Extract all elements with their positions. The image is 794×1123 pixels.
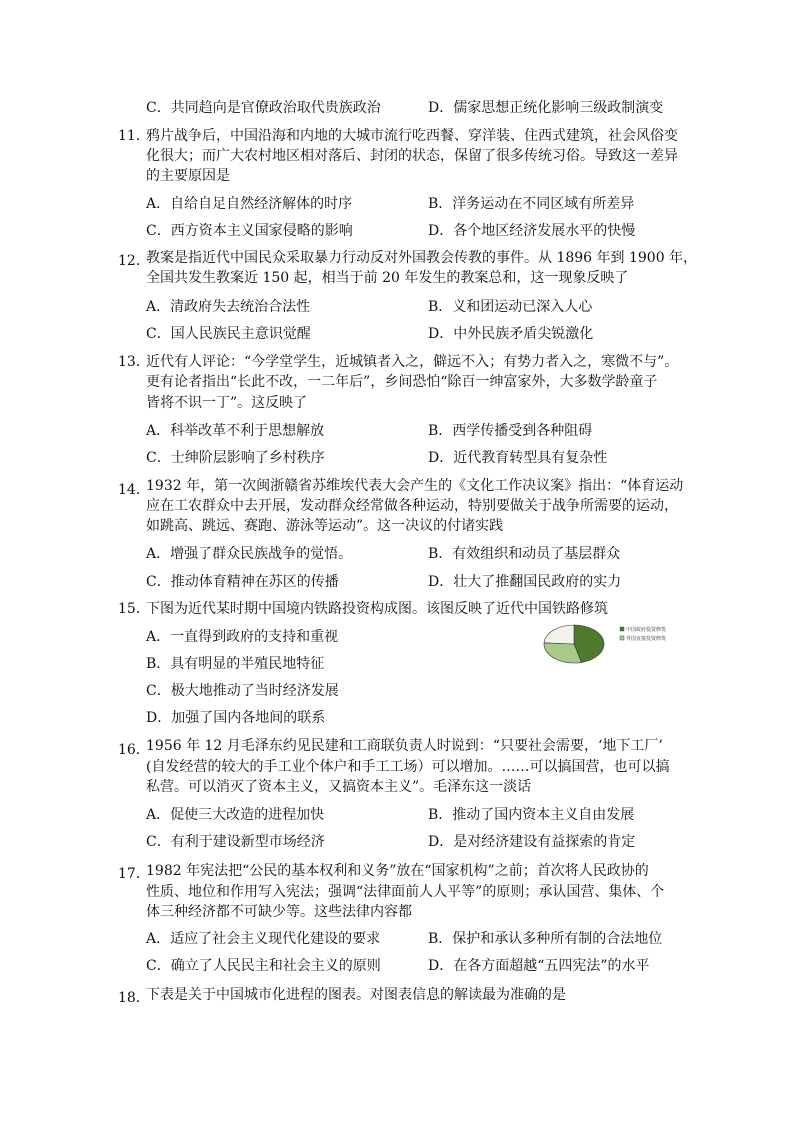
q16-option-a: A．促使三大改造的进程加快 [146,807,325,823]
q11-stem-line-3: 的主要原因是 [146,168,230,184]
q14-option-d: D．壮大了推翻国民政府的实力 [428,574,622,590]
q17-number: 17． [118,866,150,882]
q14-option-c: C．推动体育精神在苏区的传播 [146,574,339,590]
q12-stem-line-1: 教案是指近代中国民众采取暴力行动反对外国教会传教的事件。从 1896 年到 1900 年， [146,250,698,266]
q10-option-c: C．共同趋向是官僚政治取代贵族政治 [146,100,381,116]
q13-number: 13． [118,354,150,370]
q17-stem-line-1: 1982 年宪法把“公民的基本权利和义务”放在“国家机构”之前；首次将人民政协的 [146,863,649,879]
q11-number: 11． [118,128,150,144]
q14-option-a: A．增强了群众民族战争的觉悟。 [146,546,353,562]
legend-swatch-1 [620,627,624,631]
legend-label-2: 外国直接投资修筑 [626,636,667,642]
q12-option-b: B．义和团运动已深入人心 [428,299,593,315]
legend-label-1: 中国政府投资修筑 [626,627,667,633]
q12-option-a: A．清政府失去统治合法性 [146,299,311,315]
q11-option-a: A．自给自足自然经济解体的时序 [146,196,353,212]
q13-option-b: B．西学传播受到各种阻碍 [428,423,593,439]
q17-option-d: D．在各方面超越“五四宪法”的水平 [428,958,650,974]
q15-number: 15． [118,601,150,617]
q11-option-c: C．西方资本主义国家侵略的影响 [146,223,353,239]
q12-option-c: C．国人民族民主意识觉醒 [146,326,311,342]
q15-option-d: D．加强了国内各地间的联系 [146,710,326,726]
railway-investment-pie-chart [542,622,702,666]
q18-number: 18． [118,990,150,1006]
pie-slice-3 [544,625,574,644]
q16-stem-line-2: (自发经营的较大的手工业个体户和手工工场）可以增加。……可以搞国营，也可以搞 [146,759,670,775]
q16-option-d: D．是对经济建设有益探索的肯定 [428,834,636,850]
q13-stem-line-3: 皆将不识一丁”。这反映了 [146,395,308,411]
q16-number: 16． [118,742,150,758]
q13-stem-line-1: 近代有人评论：“今学堂学生，近城镇者入之，僻远不入；有势力者入之，寒微不与”。 [146,354,679,370]
q12-option-d: D．中外民族矛盾尖锐激化 [428,326,594,342]
q14-stem-line-3: 如跳高、跳远、赛跑、游泳等运动”。这一决议的付诸实践 [146,518,504,534]
q14-number: 14． [118,482,150,498]
q14-stem-line-2: 应在工农群众中去开展，发动群众经常做各种运动，特别要做关于战争所需要的运动， [146,498,678,514]
q16-stem-line-3: 私营。可以消灭了资本主义，又搞资本主义”。毛泽东这一淡话 [146,779,532,795]
q13-stem-line-2: 更有论者指出“长此不改，一二年后”，乡间恐怕“除百一绅富家外，大多数学龄童子 [146,374,658,390]
q17-stem-line-2: 性质、地位和作用写入宪法；强调“法律面前人人平等”的原则；承认国营、集体、个 [146,884,665,900]
legend-swatch-2 [620,636,624,640]
q15-option-a: A．一直得到政府的支持和重视 [146,629,339,645]
q16-option-c: C．有利于建设新型市场经济 [146,834,325,850]
q14-stem-line-1: 1932 年，第一次闽浙赣省苏维埃代表大会产生的《文化工作决议案》指出：“体育运动 [146,478,684,494]
q16-stem-line-1: 1956 年 12 月毛泽东约见民建和工商联负责人时说到：“只要社会需要，‘地下工厂’ [146,738,663,754]
q17-option-c: C．确立了人民民主和社会主义的原则 [146,958,381,974]
q17-option-b: B．保护和承认多种所有制的合法地位 [428,931,663,947]
q11-stem-line-2: 化很大；而广大农村地区相对落后、封闭的状态，保留了很多传统习俗。导致这一差异 [146,148,678,164]
q17-option-a: A．适应了社会主义现代化建设的要求 [146,931,381,947]
q17-stem-line-3: 体三种经济都不可缺少等。这些法律内容都 [146,904,412,920]
q15-option-b: B．具有明显的半殖民地特征 [146,656,325,672]
q13-option-d: D．近代教育转型具有复杂性 [428,450,608,466]
q14-option-b: B．有效组织和动员了基层群众 [428,546,621,562]
q15-stem-line-1: 下图为近代某时期中国境内铁路投资构成图。该图反映了近代中国铁路修筑 [146,601,608,617]
q13-option-a: A．科举改革不利于思想解放 [146,423,325,439]
pie-slices [544,625,604,663]
q13-option-c: C．士绅阶层影响了乡村秩序 [146,450,325,466]
pie-legend [620,626,666,642]
q16-option-b: B．推动了国内资本主义自由发展 [428,807,635,823]
q12-stem-line-2: 全国共发生教案近 150 起，相当于前 20 年发生的教案总和，这一现象反映了 [146,270,629,286]
q15-option-c: C．极大地推动了当时经济发展 [146,683,339,699]
q11-option-d: D．各个地区经济发展水平的快慢 [428,223,636,239]
q11-option-b: B．洋务运动在不同区域有所差异 [428,196,635,212]
q11-stem-line-1: 鸦片战争后，中国沿海和内地的大城市流行吃西餐、穿洋装、住西式建筑，社会风俗变 [146,128,678,144]
q10-option-d: D．儒家思想正统化影响三级政制演变 [428,100,664,116]
q18-stem-line-1: 下表是关于中国城市化进程的图表。对图表信息的解读最为准确的是 [146,987,566,1003]
q12-number: 12． [118,253,150,269]
